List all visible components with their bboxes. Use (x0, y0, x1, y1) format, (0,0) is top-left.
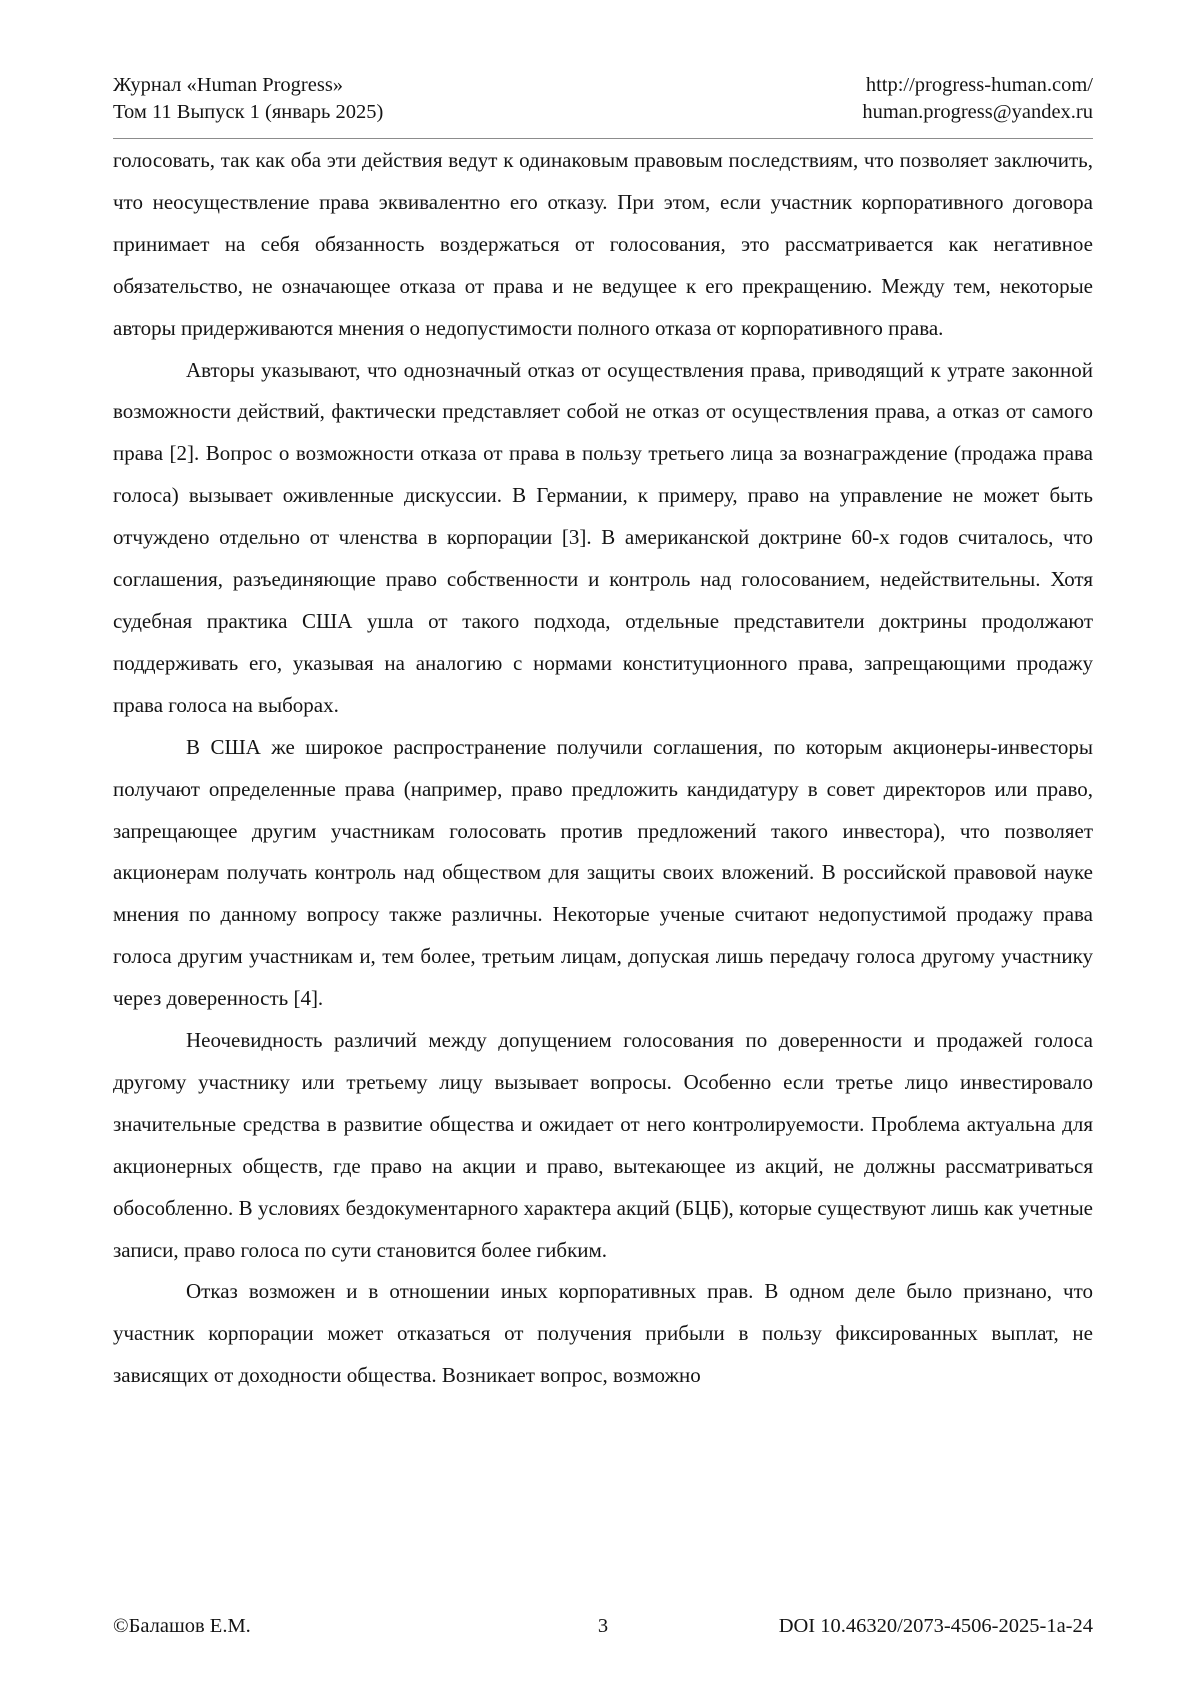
paragraph: Отказ возможен и в отношении иных корпоративных прав. В одном деле было признано, что участник корпорации может отказаться от получения прибыли в пользу фиксированных выплат, не зависящих от доходности общества. Возникает вопрос, возможно (113, 1279, 1093, 1388)
journal-url: http://progress-human.com/ (865, 74, 1093, 96)
paragraph: В США же широкое распространение получили соглашения, по которым акционеры-инвесторы получают определенные права (например, право предложить кандидатуру в совет директоров или право, запрещающее другим участникам голосовать против предложений такого инвестора), что позволяет акционерам получать контроль над обществом для защиты своих вложений. В российской правовой науке мнения по данному вопросу также различны. Некоторые ученые считают недопустимой продажу права голоса другим участникам и, тем более, третьим лицам, допуская лишь передачу голоса другому участнику через доверенность [4]. (113, 734, 1093, 1011)
header-left (113, 72, 383, 126)
page-number: 3 (597, 1615, 609, 1637)
paragraph: Неочевидность различий между допущением голосования по доверенности и продажей голоса другому участнику или третьему лицу вызывает вопросы. Особенно если третье лицо инвестировало значительные средства в развитие общества и ожидает от него контролируемости. Проблема актуальна для акционерных обществ, где право на акции и право, вытекающее из акций, не должны рассматриваться обособленно. В условиях бездокументарного характера акций (БЦБ), которые существуют лишь как учетные записи, право голоса по сути становится более гибким. (113, 1028, 1093, 1262)
article-body (113, 140, 1093, 1397)
journal-title: Журнал «Human Progress» (113, 74, 344, 96)
author-copyright: ©Балашов Е.М. (113, 1615, 251, 1637)
header-right (862, 72, 1093, 126)
page-footer (113, 1612, 1093, 1642)
paragraph: Авторы указывают, что однозначный отказ от осуществления права, приводящий к утрате законной возможности действий, фактически представляет собой не отказ от осуществления права, а отказ от самого права [2]. Вопрос о возможности отказа от права в пользу третьего лица за вознаграждение (продажа права голоса) вызывает оживленные дискуссии. В Германии, к примеру, право на управление не может быть отчуждено отдельно от членства в корпорации [3]. В американской доктрине 60-х годов считалось, что соглашения, разъединяющие право собственности и контроль над голосованием, недействительны. Хотя судебная практика США ушла от такого подхода, отдельные представители доктрины продолжают поддерживать его, указывая на аналогию с нормами конституционного права, запрещающими продажу права голоса на выборах. (113, 357, 1093, 717)
doi: DOI 10.46320/2073-4506-2025-1а-24 (778, 1615, 1093, 1637)
journal-email: human.progress@yandex.ru (862, 101, 1093, 123)
issue-info: Том 11 Выпуск 1 (январь 2025) (113, 101, 384, 123)
paragraph-continued: голосовать, так как оба эти действия ведут к одинаковым правовым последствиям, что позволяет заключить, что неосуществление права эквивалентно его отказу. При этом, если участник корпоративного договора принимает на себя обязанность воздержаться от голосования, это рассматривается как негативное обязательство, не означающее отказа от права и не ведущее к его прекращению. Между тем, некоторые авторы придерживаются мнения о недопустимости полного отказа от корпоративного права. (113, 148, 1093, 340)
header-divider (113, 138, 1093, 139)
